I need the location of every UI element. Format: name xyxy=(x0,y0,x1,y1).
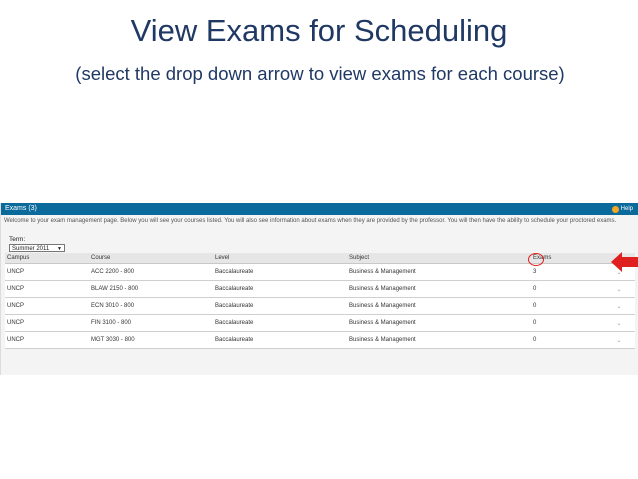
cell-course: BLAW 2150 - 800 xyxy=(89,281,213,298)
cell-level: Baccalaureate xyxy=(213,281,347,298)
column-header-exams: Exams xyxy=(531,253,601,264)
cell-subject: Business & Management xyxy=(347,281,531,298)
table-row[interactable] xyxy=(5,315,635,332)
cell-subject: Business & Management xyxy=(347,332,531,349)
cell-subject: Business & Management xyxy=(347,298,531,315)
column-header-level: Level xyxy=(213,253,347,264)
table-row[interactable] xyxy=(5,298,635,315)
help-icon xyxy=(612,206,619,213)
column-header-subject: Subject xyxy=(347,253,531,264)
term-label: Term: xyxy=(9,236,26,243)
table-row[interactable] xyxy=(5,332,635,349)
cell-course: ECN 3010 - 800 xyxy=(89,298,213,315)
cell-exams: 0 xyxy=(531,281,601,298)
slide-title: View Exams for Scheduling xyxy=(130,13,508,48)
cell-level: Baccalaureate xyxy=(213,315,347,332)
cell-campus: UNCP xyxy=(5,332,89,349)
table-row[interactable] xyxy=(5,264,635,281)
cell-campus: UNCP xyxy=(5,281,89,298)
cell-exams: 3 xyxy=(531,264,601,281)
chevron-down-icon[interactable]: ⌄ xyxy=(601,264,635,281)
chevron-down-icon[interactable]: ⌄ xyxy=(601,315,635,332)
term-value: Summer 2011 xyxy=(12,246,50,252)
cell-exams: 0 xyxy=(531,315,601,332)
cell-campus: UNCP xyxy=(5,264,89,281)
cell-course: FIN 3100 - 800 xyxy=(89,315,213,332)
cell-exams: 0 xyxy=(531,298,601,315)
column-header-course: Course xyxy=(89,253,213,264)
chevron-down-icon[interactable]: ⌄ xyxy=(601,332,635,349)
cell-level: Baccalaureate xyxy=(213,298,347,315)
cell-level: Baccalaureate xyxy=(213,264,347,281)
cell-subject: Business & Management xyxy=(347,264,531,281)
term-select[interactable] xyxy=(9,244,65,252)
help-label: Help xyxy=(620,206,633,212)
help-button[interactable] xyxy=(612,203,633,215)
table-row[interactable] xyxy=(5,281,635,298)
cell-campus: UNCP xyxy=(5,315,89,332)
cell-subject: Business & Management xyxy=(347,315,531,332)
exams-table xyxy=(5,253,635,349)
red-arrow-icon xyxy=(611,251,638,273)
cell-course: MGT 3030 - 800 xyxy=(89,332,213,349)
panel-title: Exams (3) xyxy=(5,205,37,212)
column-header-campus: Campus xyxy=(5,253,89,264)
chevron-down-icon[interactable]: ⌄ xyxy=(601,298,635,315)
chevron-down-icon[interactable]: ⌄ xyxy=(601,281,635,298)
cell-exams: 0 xyxy=(531,332,601,349)
highlight-circle xyxy=(528,253,544,266)
cell-campus: UNCP xyxy=(5,298,89,315)
welcome-text: Welcome to your exam management page. Below you will see your courses listed. You will also see information about exams when they are provided by the professor. You will then have the ability to schedule your proctored exams. xyxy=(4,218,617,224)
panel-header-bar xyxy=(1,203,638,215)
cell-course: ACC 2200 - 800 xyxy=(89,264,213,281)
exam-management-panel xyxy=(0,203,638,375)
cell-level: Baccalaureate xyxy=(213,332,347,349)
slide-subtitle: (select the drop down arrow to view exams for each course) xyxy=(75,63,565,84)
dropdown-caret-icon: ▼ xyxy=(57,246,62,252)
